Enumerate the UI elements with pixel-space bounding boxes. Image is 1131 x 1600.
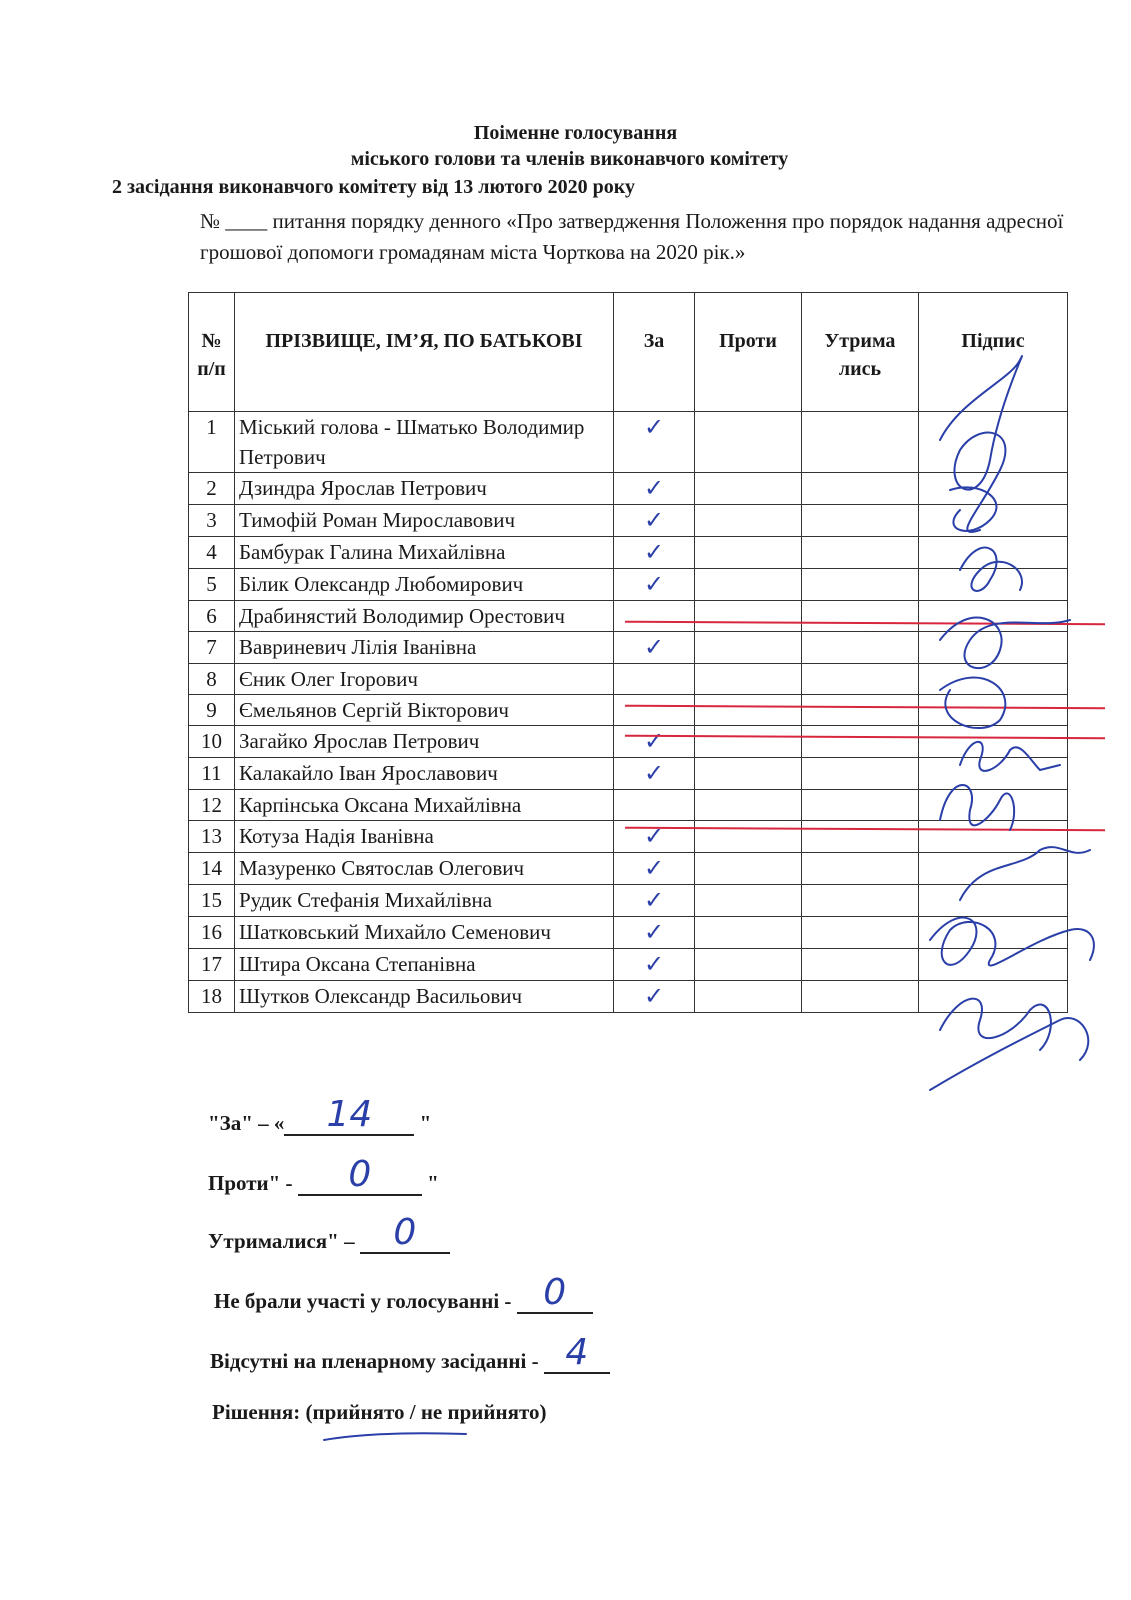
summary-for-value: 14	[326, 1094, 373, 1135]
decision-underline	[320, 1428, 470, 1448]
row-against	[695, 601, 802, 632]
row-name-text: Міський голова - Шматько Володимир Петрович	[239, 415, 585, 469]
row-for-mark	[614, 695, 695, 726]
header-signature: Підпис	[919, 293, 1068, 412]
row-against	[695, 758, 802, 790]
row-num	[189, 601, 235, 632]
row-num	[189, 726, 235, 758]
row-name-text: Мазуренко Святослав Олегович	[239, 856, 525, 880]
row-against	[695, 790, 802, 821]
row-for-mark	[614, 726, 695, 758]
row-name-text: Єник Олег Ігорович	[239, 667, 418, 691]
row-abstain	[802, 885, 919, 917]
row-against	[695, 695, 802, 726]
row-num	[189, 981, 235, 1013]
summary-abstain-value: 0	[393, 1212, 417, 1253]
summary-abstain-blank	[360, 1212, 450, 1254]
row-for-mark	[614, 981, 695, 1013]
row-for-mark	[614, 885, 695, 917]
agenda-question: № ____ питання порядку денного «Про затвердження Положення про порядок надання адресної грошової допомоги громадянам міста Чорткова на 2020 рік.»	[200, 209, 1064, 264]
checkmark-icon: ✓	[643, 950, 665, 978]
row-for-mark	[614, 537, 695, 569]
row-against	[695, 632, 802, 664]
row-against	[695, 569, 802, 601]
row-for-mark	[614, 632, 695, 664]
row-against	[695, 821, 802, 853]
row-name	[235, 473, 614, 505]
signatures-drawing	[920, 340, 1120, 1100]
row-name-text: Загайко Ярослав Петрович	[239, 729, 480, 753]
checkmark-icon: ✓	[643, 474, 665, 502]
row-abstain	[802, 949, 919, 981]
row-name	[235, 695, 614, 726]
row-name-text: Дзиндра Ярослав Петрович	[239, 476, 487, 500]
row-name	[235, 505, 614, 537]
row-name	[235, 726, 614, 758]
row-num	[189, 505, 235, 537]
summary-for	[208, 1094, 432, 1136]
row-for-mark	[614, 412, 695, 473]
summary-absent-blank	[544, 1332, 610, 1374]
row-num	[189, 473, 235, 505]
row-num	[189, 412, 235, 473]
row-abstain	[802, 758, 919, 790]
row-for-mark	[614, 758, 695, 790]
summary-against-close: "	[427, 1171, 439, 1195]
row-num-text: 3	[206, 508, 217, 532]
row-abstain	[802, 473, 919, 505]
row-abstain	[802, 569, 919, 601]
row-num-text: 11	[201, 761, 222, 785]
checkmark-icon: ✓	[643, 854, 665, 882]
row-abstain	[802, 981, 919, 1013]
row-num	[189, 758, 235, 790]
row-num	[189, 664, 235, 695]
row-abstain	[802, 821, 919, 853]
row-num-text: 16	[201, 920, 222, 944]
checkmark-icon: ✓	[643, 982, 665, 1010]
row-num-text: 17	[201, 952, 222, 976]
row-name	[235, 853, 614, 885]
row-against	[695, 981, 802, 1013]
row-num-text: 15	[201, 888, 222, 912]
row-name	[235, 821, 614, 853]
checkmark-icon: ✓	[643, 822, 665, 850]
checkmark-icon: ✓	[643, 413, 665, 441]
summary-abstain	[208, 1212, 450, 1254]
row-num-text: 5	[206, 572, 217, 596]
header-name: ПРІЗВИЩЕ, ІМ’Я, ПО БАТЬКОВІ	[235, 293, 614, 412]
row-name-text: Бамбурак Галина Михайлівна	[239, 540, 506, 564]
row-abstain	[802, 790, 919, 821]
row-num-text: 9	[206, 698, 217, 722]
row-abstain	[802, 695, 919, 726]
row-for-mark	[614, 601, 695, 632]
summary-absent-value: 4	[565, 1332, 589, 1373]
row-for-mark	[614, 821, 695, 853]
row-against	[695, 917, 802, 949]
header-abstain: Утрима лись	[802, 293, 919, 412]
row-num	[189, 949, 235, 981]
row-num-text: 10	[201, 729, 222, 753]
summary-for-blank	[284, 1094, 414, 1136]
checkmark-icon: ✓	[643, 886, 665, 914]
row-num-text: 8	[206, 667, 217, 691]
row-against	[695, 949, 802, 981]
header-num: № п/п	[189, 293, 235, 412]
row-name-text: Вавриневич Лілія Іванівна	[239, 635, 477, 659]
row-name	[235, 885, 614, 917]
row-against	[695, 726, 802, 758]
row-abstain	[802, 412, 919, 473]
row-name	[235, 664, 614, 695]
row-num-text: 12	[201, 793, 222, 817]
row-num	[189, 569, 235, 601]
summary-for-close: "	[419, 1111, 432, 1135]
row-for-mark	[614, 569, 695, 601]
row-num	[189, 853, 235, 885]
row-num	[189, 885, 235, 917]
row-for-mark	[614, 473, 695, 505]
row-name	[235, 917, 614, 949]
row-num-text: 1	[206, 415, 217, 439]
row-for-mark	[614, 853, 695, 885]
summary-abstain-label: Утрималися" –	[208, 1229, 355, 1253]
row-against	[695, 412, 802, 473]
row-abstain	[802, 726, 919, 758]
summary-absent	[210, 1332, 610, 1374]
row-name	[235, 632, 614, 664]
row-name-text: Шатковський Михайло Семенович	[239, 920, 551, 944]
checkmark-icon: ✓	[643, 918, 665, 946]
header-for: За	[614, 293, 695, 412]
header-against: Проти	[695, 293, 802, 412]
row-name-text: Штира Оксана Степанівна	[239, 952, 476, 976]
row-for-mark	[614, 917, 695, 949]
summary-not-voted-blank	[517, 1272, 593, 1314]
summary-not-voted-value: 0	[543, 1272, 567, 1313]
row-against	[695, 885, 802, 917]
row-num-text: 2	[206, 476, 217, 500]
row-num	[189, 537, 235, 569]
summary-against-value: 0	[348, 1154, 372, 1195]
row-num-text: 13	[201, 824, 222, 848]
row-for-mark	[614, 505, 695, 537]
title-line-2: міського голови та членів виконавчого комітету	[350, 148, 789, 170]
row-name-text: Калакайло Іван Ярославович	[239, 761, 498, 785]
row-name-text: Ємельянов Сергій Вікторович	[239, 698, 509, 722]
row-name	[235, 949, 614, 981]
row-name-text: Шутков Олександр Васильович	[239, 984, 523, 1008]
row-for-mark	[614, 790, 695, 821]
row-abstain	[802, 664, 919, 695]
row-name	[235, 601, 614, 632]
checkmark-icon: ✓	[643, 759, 665, 787]
row-against	[695, 473, 802, 505]
row-name-text: Тимофій Роман Мирославович	[239, 508, 516, 532]
row-abstain	[802, 505, 919, 537]
row-name	[235, 758, 614, 790]
row-num-text: 18	[201, 984, 222, 1008]
summary-against-label: Проти" -	[208, 1171, 293, 1195]
checkmark-icon: ✓	[643, 538, 665, 566]
row-name-text: Карпінська Оксана Михайлівна	[239, 793, 522, 817]
summary-decision-rest: / не прийнято)	[404, 1400, 547, 1424]
row-name	[235, 981, 614, 1013]
row-name-text: Рудик Стефанія Михайлівна	[239, 888, 493, 912]
row-name-text: Драбинястий Володимир Орестович	[239, 604, 565, 628]
row-num-text: 6	[206, 604, 217, 628]
row-num	[189, 821, 235, 853]
summary-for-label: "За" – «	[208, 1111, 285, 1135]
title-line-3: 2 засідання виконавчого комітету від 13 лютого 2020 року	[112, 176, 636, 198]
row-against	[695, 853, 802, 885]
row-name	[235, 790, 614, 821]
row-num	[189, 632, 235, 664]
row-abstain	[802, 601, 919, 632]
row-against	[695, 537, 802, 569]
row-name	[235, 412, 614, 473]
checkmark-icon: ✓	[643, 506, 665, 534]
summary-absent-label: Відсутні на пленарному засіданні -	[210, 1349, 539, 1373]
row-num	[189, 917, 235, 949]
row-against	[695, 505, 802, 537]
row-name-text: Білик Олександр Любомирович	[239, 572, 524, 596]
row-num	[189, 790, 235, 821]
title-line-1: Поіменне голосування	[473, 122, 678, 144]
row-against	[695, 664, 802, 695]
checkmark-icon: ✓	[643, 727, 665, 755]
row-abstain	[802, 853, 919, 885]
summary-against-blank	[298, 1154, 422, 1196]
summary-not-voted	[214, 1272, 593, 1314]
row-num-text: 14	[201, 856, 222, 880]
row-num-text: 7	[206, 635, 217, 659]
row-name-text: Котуза Надія Іванівна	[239, 824, 434, 848]
summary-against	[208, 1154, 439, 1196]
summary-decision-label: Рішення: (	[212, 1400, 313, 1424]
row-abstain	[802, 632, 919, 664]
row-for-mark	[614, 949, 695, 981]
summary-decision-accepted: прийнято	[312, 1400, 405, 1424]
checkmark-icon: ✓	[643, 633, 665, 661]
row-num	[189, 695, 235, 726]
row-abstain	[802, 917, 919, 949]
row-for-mark	[614, 664, 695, 695]
summary-decision	[212, 1400, 546, 1425]
row-num-text: 4	[206, 540, 217, 564]
checkmark-icon: ✓	[643, 570, 665, 598]
row-abstain	[802, 537, 919, 569]
row-name	[235, 537, 614, 569]
summary-not-voted-label: Не брали участі у голосуванні -	[214, 1289, 512, 1313]
row-name	[235, 569, 614, 601]
